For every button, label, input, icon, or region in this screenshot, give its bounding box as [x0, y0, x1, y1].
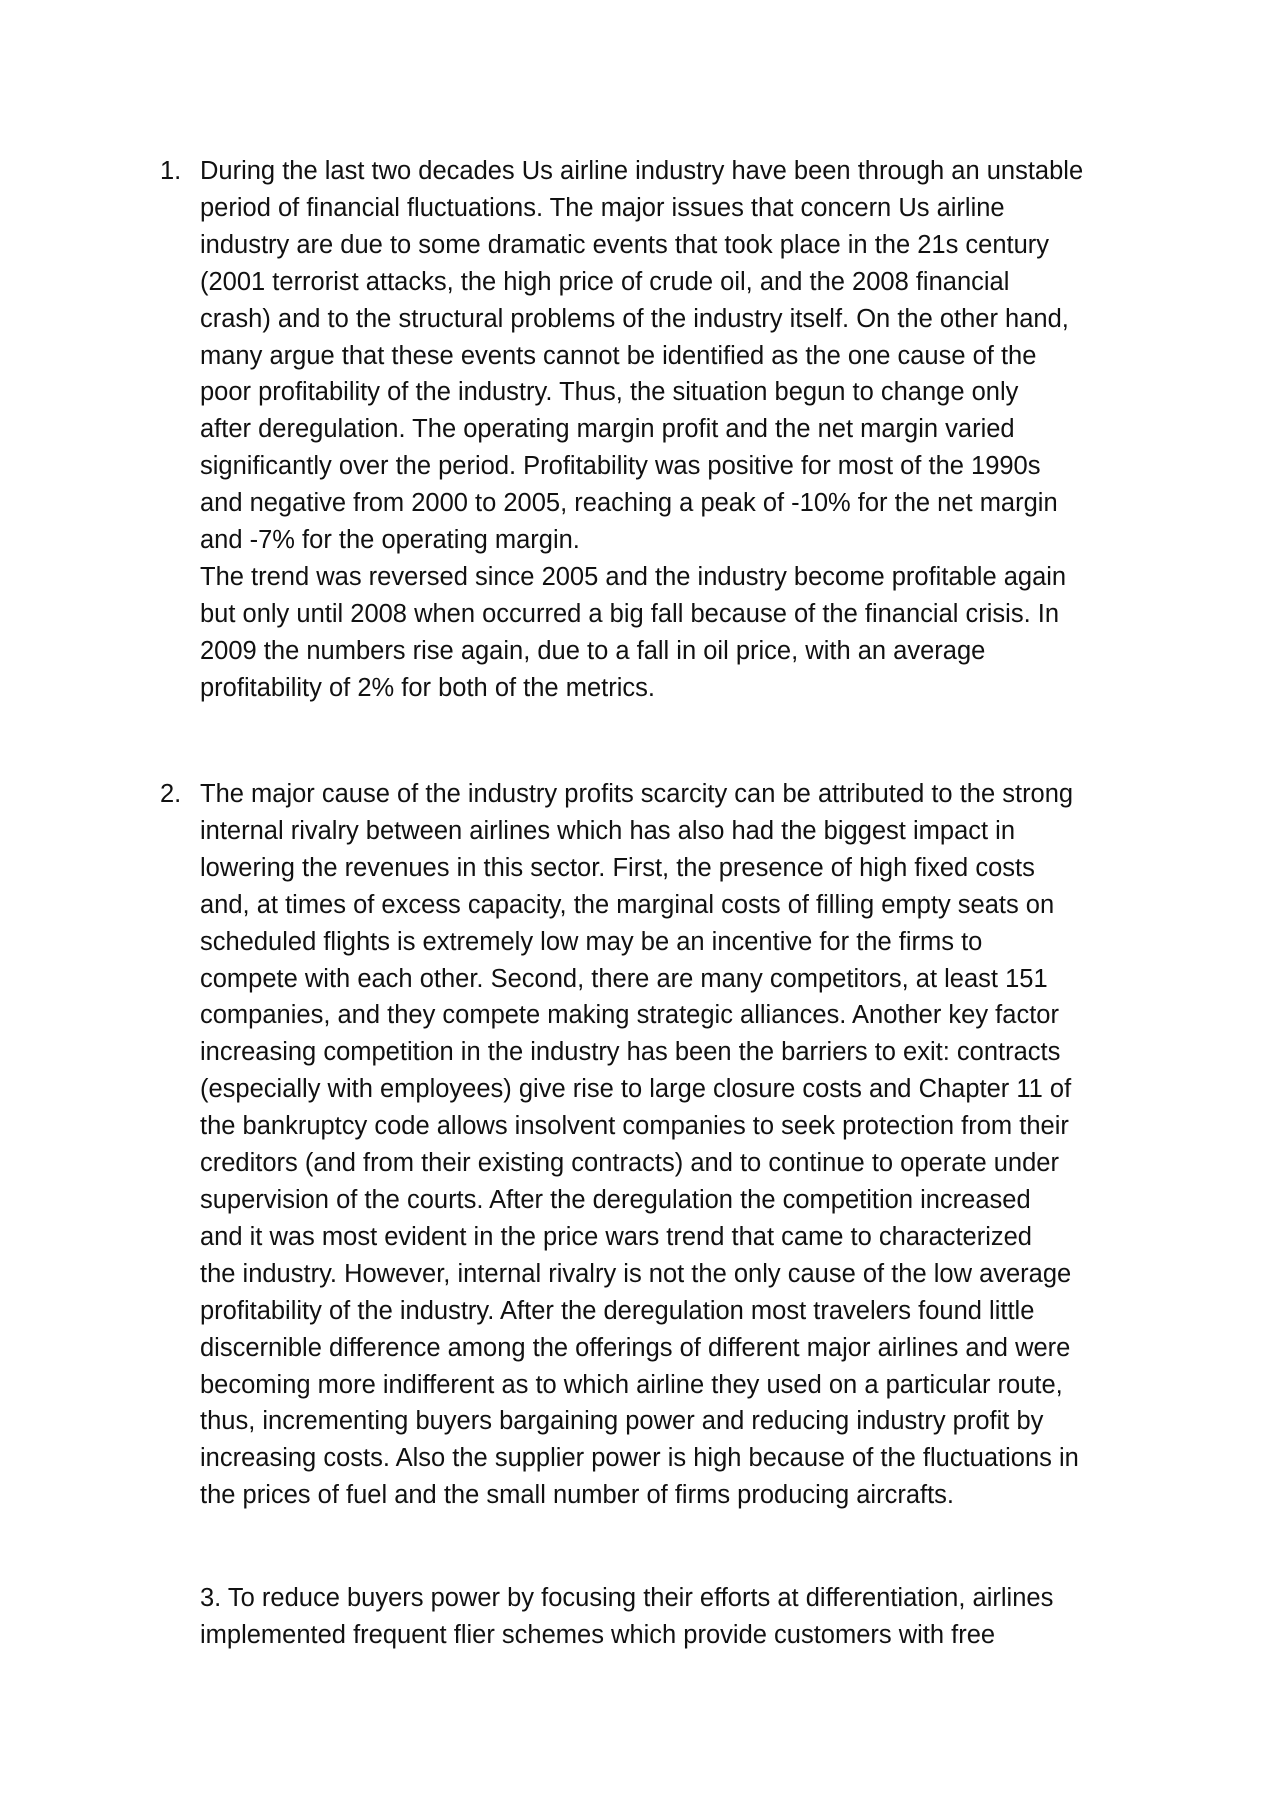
- text-line: 3. To reduce buyers power by focusing their efforts at differentiation, airlines: [200, 1584, 1054, 1612]
- text-line: (especially with employees) give rise to large closure costs and Chapter 11 of: [200, 1075, 1072, 1104]
- text-line: and it was most evident in the price wars trend that came to characterized: [200, 1222, 1032, 1251]
- text-line: and, at times of excess capacity, the marginal costs of filling empty seats on: [200, 890, 1055, 919]
- list-item-2: [160, 776, 1160, 1514]
- text-line: and -7% for the operating margin.: [200, 526, 580, 555]
- list-item-3: [160, 1580, 1160, 1654]
- text-line: becoming more indifferent as to which airline they used on a particular route,: [200, 1370, 1063, 1399]
- text-line: industry are due to some dramatic events that took place in the 21s century: [200, 230, 1050, 259]
- text-line: supervision of the courts. After the deregulation the competition increased: [200, 1185, 1031, 1214]
- text-line: but only until 2008 when occurred a big fall because of the financial crisis. In: [200, 599, 1060, 628]
- item-number: 1.: [160, 157, 182, 185]
- text-line: and negative from 2000 to 2005, reaching a peak of -10% for the net margin: [200, 489, 1058, 518]
- paragraph: [200, 153, 1160, 707]
- text-line: increasing competition in the industry has been the barriers to exit: contracts: [200, 1038, 1061, 1067]
- text-line: The trend was reversed since 2005 and the industry become profitable again: [200, 562, 1067, 591]
- text-line: internal rivalry between airlines which has also had the biggest impact in: [200, 816, 1016, 845]
- text-line: the prices of fuel and the small number of firms producing aircrafts.: [200, 1481, 955, 1510]
- text-line: period of financial fluctuations. The major issues that concern Us airline: [200, 193, 1005, 222]
- text-line: profitability of 2% for both of the metrics.: [200, 673, 655, 702]
- text-line: crash) and to the structural problems of the industry itself. On the other hand,: [200, 304, 1069, 333]
- item-number: 2.: [160, 780, 182, 808]
- text-line: companies, and they compete making strategic alliances. Another key factor: [200, 1001, 1059, 1030]
- text-line: 2009 the numbers rise again, due to a fall in oil price, with an average: [200, 636, 986, 665]
- text-line: (2001 terrorist attacks, the high price of crude oil, and the 2008 financial: [200, 267, 1010, 296]
- paragraph: [200, 776, 1160, 1514]
- text-line: profitability of the industry. After the deregulation most travelers found little: [200, 1296, 1035, 1325]
- text-line: after deregulation. The operating margin profit and the net margin varied: [200, 415, 1015, 444]
- text-line: the bankruptcy code allows insolvent companies to seek protection from their: [200, 1112, 1069, 1141]
- text-line: discernible difference among the offerings of different major airlines and were: [200, 1333, 1071, 1362]
- text-line: poor profitability of the industry. Thus, the situation begun to change only: [200, 378, 1019, 407]
- text-line: the industry. However, internal rivalry is not the only cause of the low average: [200, 1259, 1072, 1288]
- text-line: compete with each other. Second, there are many competitors, at least 151: [200, 964, 1048, 993]
- text-line: During the last two decades Us airline industry have been through an unstable: [200, 157, 1084, 185]
- text-line: scheduled flights is extremely low may be an incentive for the firms to: [200, 927, 983, 956]
- text-line: lowering the revenues in this sector. First, the presence of high fixed costs: [200, 853, 1035, 882]
- text-line: thus, incrementing buyers bargaining power and reducing industry profit by: [200, 1407, 1044, 1436]
- text-line: implemented frequent flier schemes which provide customers with free: [200, 1620, 996, 1649]
- paragraph: [200, 1580, 1160, 1654]
- text-line: many argue that these events cannot be identified as the one cause of the: [200, 341, 1037, 370]
- text-line: increasing costs. Also the supplier power is high because of the fluctuations in: [200, 1444, 1079, 1473]
- text-line: creditors (and from their existing contracts) and to continue to operate under: [200, 1149, 1059, 1178]
- text-line: The major cause of the industry profits scarcity can be attributed to the strong: [200, 780, 1074, 808]
- list-item-1: [160, 153, 1160, 707]
- text-line: significantly over the period. Profitability was positive for most of the 1990s: [200, 452, 1041, 481]
